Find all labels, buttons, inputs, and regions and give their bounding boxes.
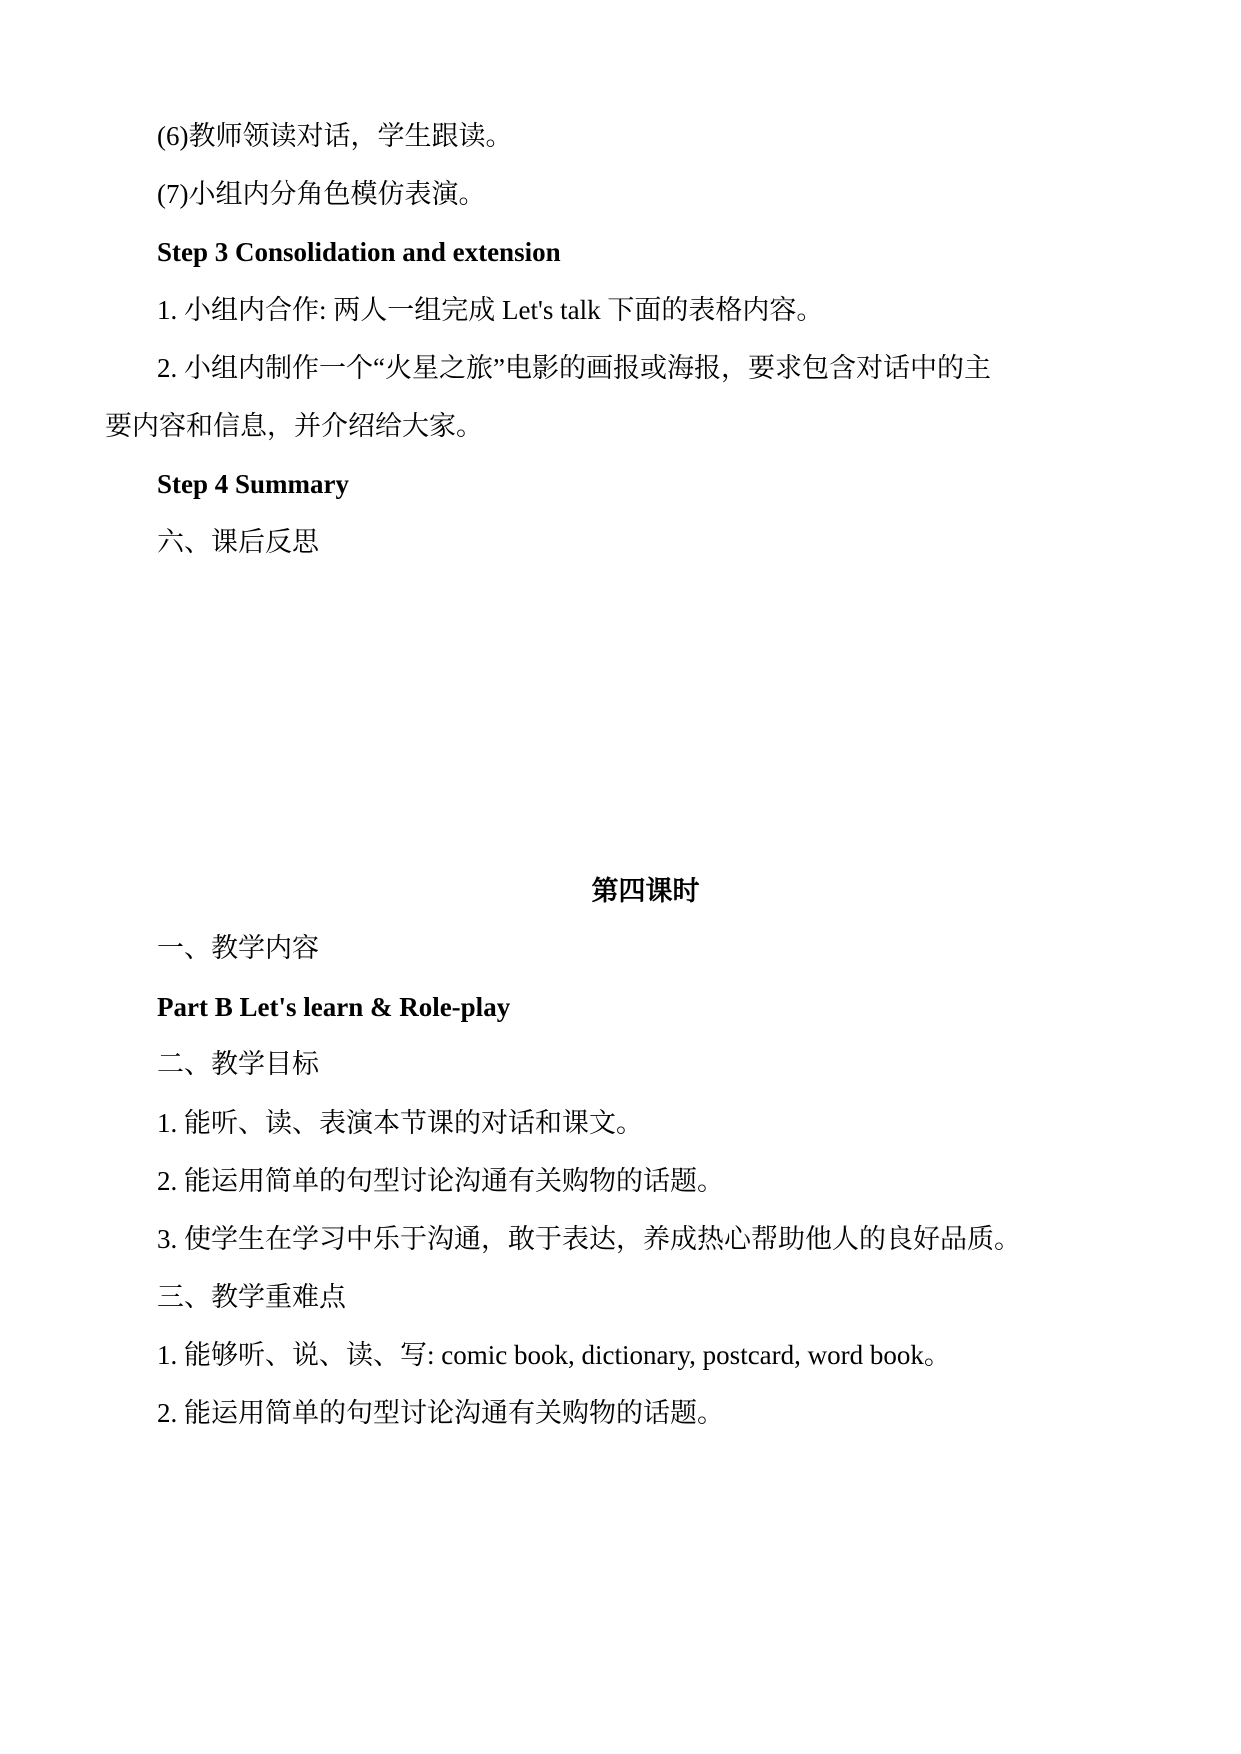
heading-reflection: 六、课后反思 [157, 527, 319, 557]
goal-item-3: 3. 使学生在学习中乐于沟通，敢于表达，养成热心帮助他人的良好品质。 [157, 1224, 1021, 1254]
paragraph-step-7: (7)小组内分角色模仿表演。 [157, 179, 486, 209]
heading-step-3: Step 3 Consolidation and extension [157, 237, 561, 267]
section-heading-content: 一、教学内容 [157, 933, 319, 963]
key-point-1: 1. 能够听、说、读、写: comic book, dictionary, postcard, word book。 [157, 1340, 951, 1370]
goal-item-1: 1. 能听、读、表演本节课的对话和课文。 [157, 1108, 643, 1138]
list-item-step3-2: 2. 小组内制作一个“火星之旅”电影的画报或海报，要求包含对话中的主 [157, 353, 991, 383]
section-heading-key-points: 三、教学重难点 [157, 1282, 346, 1312]
section-content-part: Part B Let's learn & Role-play [157, 992, 511, 1022]
lesson-title: 第四课时 [591, 876, 700, 906]
list-item-step3-1: 1. 小组内合作: 两人一组完成 Let's talk 下面的表格内容。 [157, 295, 824, 325]
section-heading-goals: 二、教学目标 [157, 1049, 319, 1079]
list-item-step3-2-continued: 要内容和信息，并介绍给大家。 [105, 411, 483, 441]
key-point-2: 2. 能运用简单的句型讨论沟通有关购物的话题。 [157, 1398, 724, 1428]
paragraph-step-6: (6)教师领读对话，学生跟读。 [157, 121, 513, 151]
goal-item-2: 2. 能运用简单的句型讨论沟通有关购物的话题。 [157, 1166, 724, 1196]
heading-step-4: Step 4 Summary [157, 469, 350, 499]
